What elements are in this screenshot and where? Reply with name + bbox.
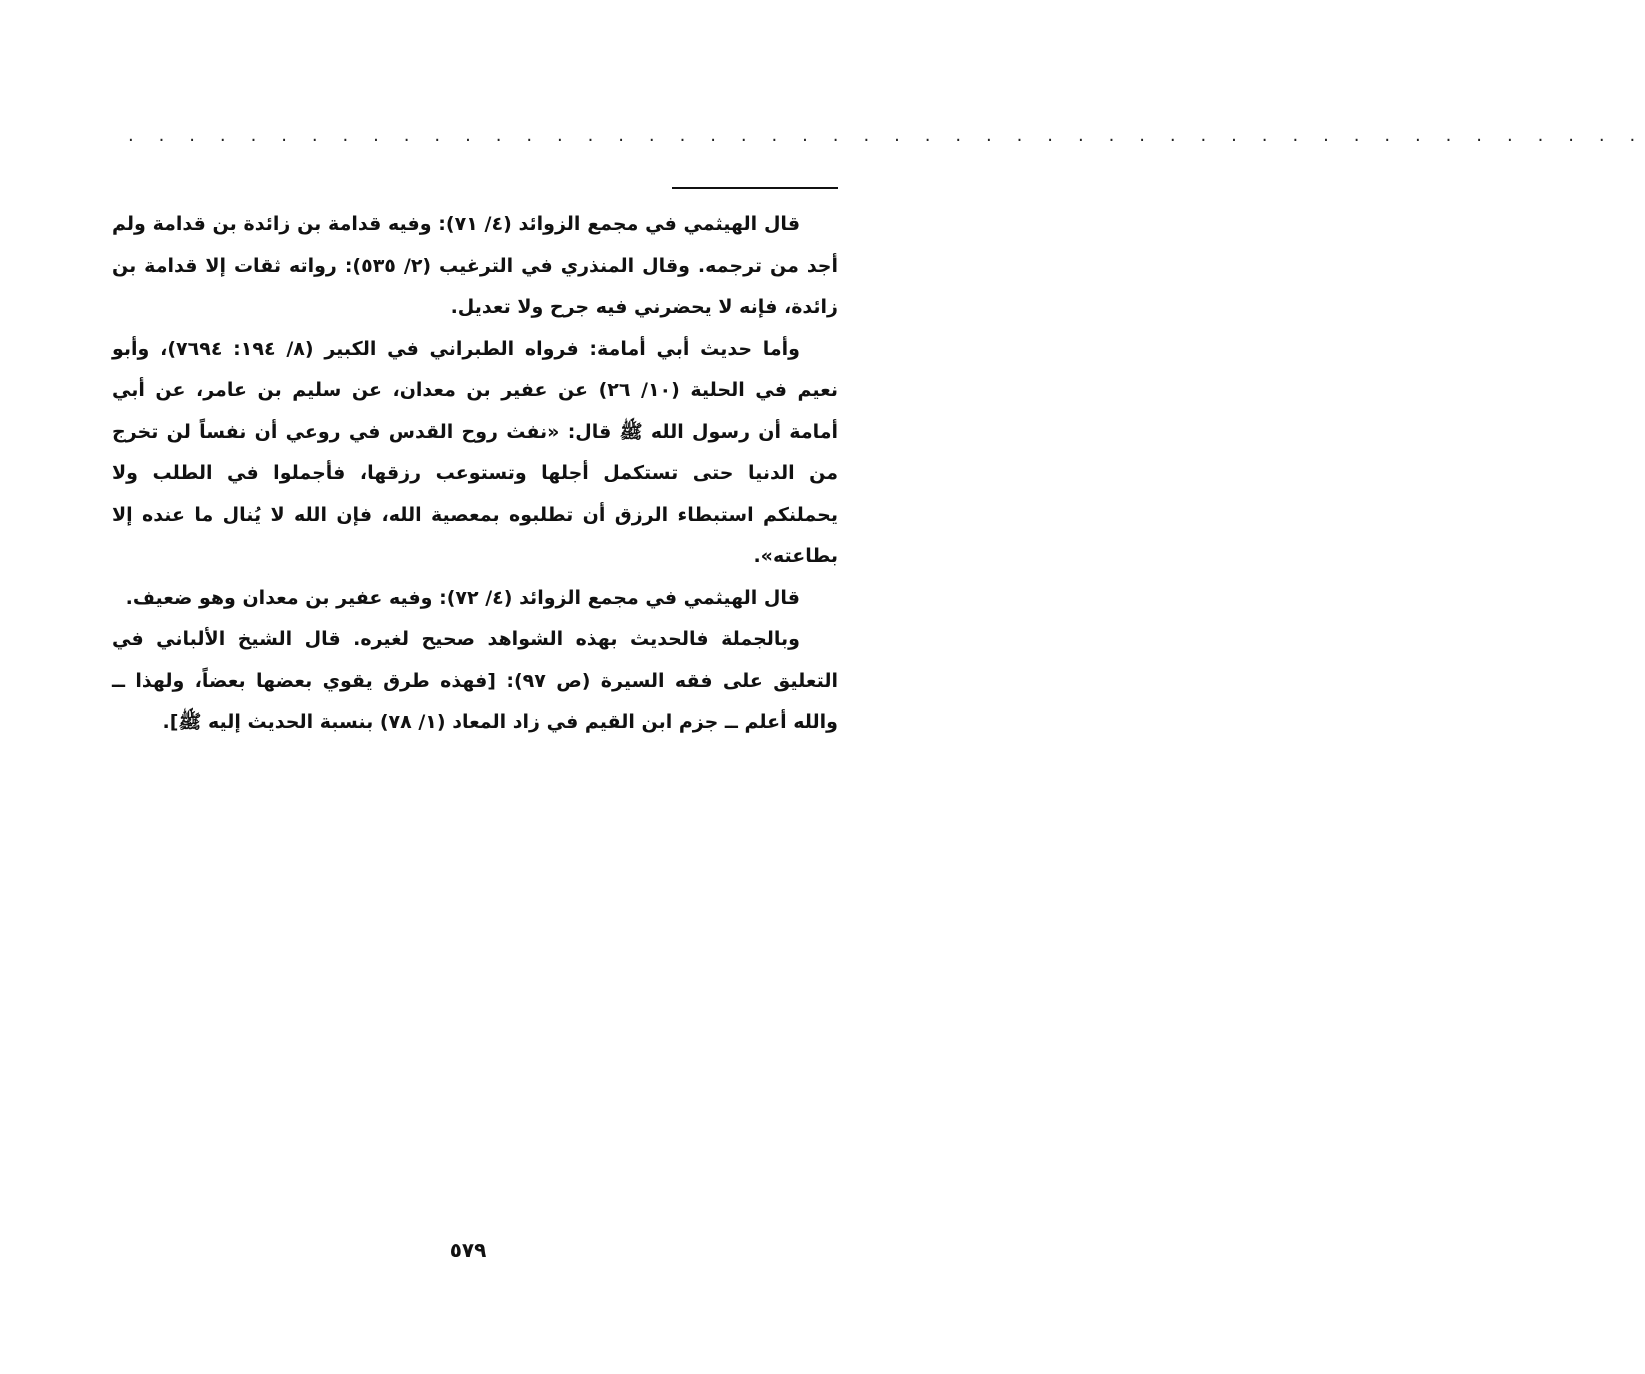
- footnote-rule: [672, 187, 838, 189]
- paragraph-haythami-qudama: قال الهيثمي في مجمع الزوائد (٤/ ٧١): وفيه قدامة بن زائدة بن قدامة ولم أجد من ترجمه. وقال المنذري في الترغيب (٢/ ٥٣٥): رواته ثقات إلا قدامة بن زائدة، فإنه لا يحضرني فيه جرح ولا تعديل.: [112, 213, 839, 318]
- paragraph-conclusion-albani: وبالجملة فالحديث بهذه الشواهد صحيح لغيره. قال الشيخ الألباني في التعليق على فقه السيرة (ص ٩٧): [فهذه طرق يقوي بعضها بعضاً، ولهذا ــ والله أعلم ــ جزم ابن القيم في زاد المعاد (١/ ٧٨) بنسبة الحديث إليه ﷺ].: [112, 628, 839, 733]
- page-number: ٥٧٩: [449, 1238, 487, 1262]
- separator-dots: . . . . . . . . . . . . . . . . . . . . . . . . . . . . . . . . . . . . . . . . . . . . . . . . . .: [128, 125, 1645, 146]
- paragraph-abu-umama-hadith: وأما حديث أبي أمامة: فرواه الطبراني في الكبير (٨/ ١٩٤: ٧٦٩٤)، وأبو نعيم في الحلية (١٠/ ٢٦) عن عفير بن معدان، عن سليم بن عامر، عن أبي أمامة أن رسول الله ﷺ قال: «نفث روح القدس في روعي أن نفساً لن تخرج من الدنيا حتى تستكمل أجلها وتستوعب رزقها، فأجملوا في الطلب ولا يحملنكم استبطاء الرزق أن تطلبوه بمعصية الله، فإن الله لا يُنال ما عنده إلا بطاعته».: [112, 337, 838, 567]
- page-body: [112, 204, 838, 744]
- paragraph-haythami-ufayr: قال الهيثمي في مجمع الزوائد (٤/ ٧٢): وفيه عفير بن معدان وهو ضعيف.: [125, 586, 800, 609]
